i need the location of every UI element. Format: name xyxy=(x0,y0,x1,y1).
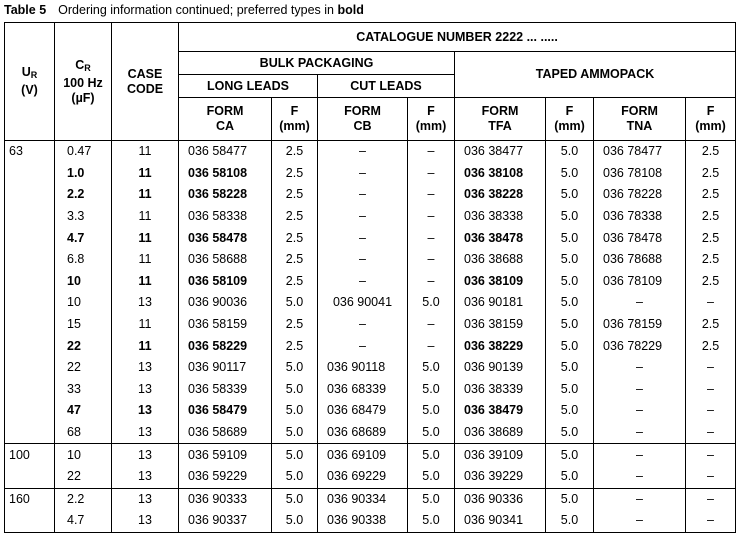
cell-f-ca: 2.5 xyxy=(272,314,318,336)
caption-text: Ordering information continued; preferred types in xyxy=(58,3,338,17)
cell-f-cb: 5.0 xyxy=(408,422,455,444)
cell-form-tna: 036 78229 xyxy=(594,335,686,357)
cell-cr: 10 xyxy=(55,292,112,314)
cell-f-tna: 2.5 xyxy=(686,335,736,357)
cell-f-tfa: 5.0 xyxy=(546,510,594,532)
table-row xyxy=(5,466,736,488)
cell-form-tna: – xyxy=(594,488,686,510)
cell-f-ca: 2.5 xyxy=(272,335,318,357)
cell-form-cb: – xyxy=(318,271,408,293)
cell-f-tna: – xyxy=(686,422,736,444)
ordering-table xyxy=(4,22,736,533)
cell-form-cb: – xyxy=(318,314,408,336)
table-row xyxy=(5,357,736,379)
cell-form-tfa: 036 38338 xyxy=(455,206,546,228)
cell-form-tfa: 036 38108 xyxy=(455,163,546,185)
table-row xyxy=(5,510,736,532)
cell-form-tna: – xyxy=(594,292,686,314)
cell-f-ca: 5.0 xyxy=(272,422,318,444)
cell-form-ca: 036 58338 xyxy=(179,206,272,228)
table-row xyxy=(5,249,736,271)
cell-form-ca: 036 58478 xyxy=(179,227,272,249)
cell-form-ca: 036 58228 xyxy=(179,184,272,206)
cell-ur xyxy=(5,357,55,379)
cell-cr: 22 xyxy=(55,466,112,488)
cell-form-tfa: 036 90341 xyxy=(455,510,546,532)
cell-form-tfa: 036 90181 xyxy=(455,292,546,314)
cell-f-tfa: 5.0 xyxy=(546,444,594,466)
cell-f-ca: 5.0 xyxy=(272,400,318,422)
cell-f-tfa: 5.0 xyxy=(546,163,594,185)
cell-form-cb: 036 90338 xyxy=(318,510,408,532)
table-row xyxy=(5,163,736,185)
cell-f-tna: 2.5 xyxy=(686,184,736,206)
cell-f-tfa: 5.0 xyxy=(546,400,594,422)
cell-ur xyxy=(5,184,55,206)
cell-ur: 160 xyxy=(5,488,55,510)
cell-case: 13 xyxy=(112,488,179,510)
header-form-tna: FORM TNA xyxy=(594,98,686,141)
table-row xyxy=(5,488,736,510)
cell-f-ca: 5.0 xyxy=(272,444,318,466)
cell-f-tna: – xyxy=(686,466,736,488)
cell-f-tfa: 5.0 xyxy=(546,488,594,510)
cell-form-ca: 036 58339 xyxy=(179,379,272,401)
caption-bold-word: bold xyxy=(337,3,364,17)
cell-f-tna: 2.5 xyxy=(686,227,736,249)
cell-cr: 10 xyxy=(55,271,112,293)
table-row xyxy=(5,206,736,228)
header-form-tfa: FORM TFA xyxy=(455,98,546,141)
cell-case: 11 xyxy=(112,184,179,206)
cell-form-tna: 036 78478 xyxy=(594,227,686,249)
cell-f-ca: 5.0 xyxy=(272,357,318,379)
header-catalogue: CATALOGUE NUMBER 2222 ... ..... xyxy=(179,23,736,52)
cell-form-ca: 036 59109 xyxy=(179,444,272,466)
cell-case: 11 xyxy=(112,271,179,293)
cell-form-cb: 036 68689 xyxy=(318,422,408,444)
cell-cr: 2.2 xyxy=(55,184,112,206)
cell-ur xyxy=(5,292,55,314)
header-case-code: CASE CODE xyxy=(112,23,179,141)
cell-ur: 100 xyxy=(5,444,55,466)
cell-ur xyxy=(5,314,55,336)
cell-case: 11 xyxy=(112,141,179,163)
header-f-cb: F (mm) xyxy=(408,98,455,141)
cell-f-cb: 5.0 xyxy=(408,357,455,379)
cell-form-cb: – xyxy=(318,227,408,249)
cell-form-tfa: 036 38477 xyxy=(455,141,546,163)
cell-form-cb: 036 90041 xyxy=(318,292,408,314)
cell-cr: 22 xyxy=(55,357,112,379)
cell-ur xyxy=(5,379,55,401)
cell-case: 11 xyxy=(112,227,179,249)
cell-f-tna: 2.5 xyxy=(686,206,736,228)
cell-f-tfa: 5.0 xyxy=(546,422,594,444)
cell-form-cb: 036 90334 xyxy=(318,488,408,510)
cell-f-ca: 5.0 xyxy=(272,292,318,314)
cell-f-tna: – xyxy=(686,444,736,466)
table-row xyxy=(5,379,736,401)
cell-cr: 10 xyxy=(55,444,112,466)
cell-cr: 2.2 xyxy=(55,488,112,510)
table-row xyxy=(5,314,736,336)
cell-form-tna: 036 78159 xyxy=(594,314,686,336)
cell-f-tna: – xyxy=(686,488,736,510)
cell-form-tfa: 036 38159 xyxy=(455,314,546,336)
cell-f-tna: – xyxy=(686,292,736,314)
cell-form-cb: – xyxy=(318,141,408,163)
table-row xyxy=(5,271,736,293)
cell-form-tna: – xyxy=(594,400,686,422)
header-cut-leads: CUT LEADS xyxy=(318,75,455,98)
cell-f-cb: – xyxy=(408,184,455,206)
cell-form-ca: 036 58109 xyxy=(179,271,272,293)
cell-f-tfa: 5.0 xyxy=(546,335,594,357)
cell-form-tfa: 036 38339 xyxy=(455,379,546,401)
cell-form-ca: 036 58689 xyxy=(179,422,272,444)
cell-form-tfa: 036 38478 xyxy=(455,227,546,249)
table-row xyxy=(5,400,736,422)
cell-f-tna: 2.5 xyxy=(686,314,736,336)
cell-f-ca: 5.0 xyxy=(272,466,318,488)
cell-form-cb: – xyxy=(318,335,408,357)
cell-form-tfa: 036 38229 xyxy=(455,335,546,357)
cell-case: 11 xyxy=(112,249,179,271)
header-long-leads: LONG LEADS xyxy=(179,75,318,98)
cell-case: 11 xyxy=(112,163,179,185)
cell-case: 11 xyxy=(112,314,179,336)
cell-f-cb: – xyxy=(408,314,455,336)
cell-cr: 1.0 xyxy=(55,163,112,185)
header-form-ca: FORM CA xyxy=(179,98,272,141)
cell-form-tna: – xyxy=(594,357,686,379)
cell-f-ca: 2.5 xyxy=(272,206,318,228)
cell-form-tfa: 036 38109 xyxy=(455,271,546,293)
cell-f-cb: – xyxy=(408,227,455,249)
cell-form-tna: 036 78228 xyxy=(594,184,686,206)
cell-form-tna: 036 78477 xyxy=(594,141,686,163)
cell-case: 13 xyxy=(112,400,179,422)
cell-f-tfa: 5.0 xyxy=(546,227,594,249)
cell-cr: 22 xyxy=(55,335,112,357)
cell-f-cb: – xyxy=(408,271,455,293)
cell-cr: 0.47 xyxy=(55,141,112,163)
table-row xyxy=(5,422,736,444)
cell-form-tna: 036 78109 xyxy=(594,271,686,293)
table-row xyxy=(5,184,736,206)
cell-f-ca: 2.5 xyxy=(272,249,318,271)
table-row xyxy=(5,227,736,249)
cell-f-ca: 2.5 xyxy=(272,184,318,206)
cell-f-tna: 2.5 xyxy=(686,271,736,293)
cell-f-tfa: 5.0 xyxy=(546,206,594,228)
cell-form-ca: 036 90337 xyxy=(179,510,272,532)
table-caption xyxy=(4,2,364,18)
cell-form-ca: 036 58688 xyxy=(179,249,272,271)
cell-f-tfa: 5.0 xyxy=(546,141,594,163)
cell-cr: 3.3 xyxy=(55,206,112,228)
cell-form-ca: 036 58159 xyxy=(179,314,272,336)
table-row xyxy=(5,444,736,466)
cell-f-tna: 2.5 xyxy=(686,163,736,185)
header-f-ca: F (mm) xyxy=(272,98,318,141)
cell-f-tfa: 5.0 xyxy=(546,466,594,488)
cell-ur xyxy=(5,206,55,228)
cell-form-tfa: 036 38688 xyxy=(455,249,546,271)
cell-f-cb: – xyxy=(408,206,455,228)
cell-ur xyxy=(5,163,55,185)
cell-form-tna: – xyxy=(594,379,686,401)
cell-case: 13 xyxy=(112,357,179,379)
cell-case: 13 xyxy=(112,422,179,444)
cell-cr: 4.7 xyxy=(55,227,112,249)
cell-f-tna: – xyxy=(686,400,736,422)
cell-form-ca: 036 58477 xyxy=(179,141,272,163)
cell-case: 13 xyxy=(112,510,179,532)
cell-ur xyxy=(5,249,55,271)
cell-case: 13 xyxy=(112,292,179,314)
cell-f-cb: 5.0 xyxy=(408,400,455,422)
header-cr: $C_R$ 100 Hz (µF) xyxy=(55,23,112,141)
cell-form-cb: – xyxy=(318,206,408,228)
cell-cr: 68 xyxy=(55,422,112,444)
cell-form-ca: 036 90036 xyxy=(179,292,272,314)
cell-f-tfa: 5.0 xyxy=(546,184,594,206)
cell-case: 13 xyxy=(112,466,179,488)
cell-f-tfa: 5.0 xyxy=(546,271,594,293)
cell-f-tfa: 5.0 xyxy=(546,249,594,271)
cell-f-ca: 2.5 xyxy=(272,141,318,163)
cell-cr: 6.8 xyxy=(55,249,112,271)
cell-f-ca: 5.0 xyxy=(272,379,318,401)
cell-ur xyxy=(5,400,55,422)
cell-f-cb: 5.0 xyxy=(408,444,455,466)
cell-f-cb: 5.0 xyxy=(408,510,455,532)
cell-f-ca: 5.0 xyxy=(272,488,318,510)
header-f-tna: F (mm) xyxy=(686,98,736,141)
cell-f-tfa: 5.0 xyxy=(546,379,594,401)
header-ur: $U_R$ (V) xyxy=(5,23,55,141)
cell-form-tfa: 036 39229 xyxy=(455,466,546,488)
cell-cr: 4.7 xyxy=(55,510,112,532)
cell-form-ca: 036 58108 xyxy=(179,163,272,185)
cell-form-cb: – xyxy=(318,184,408,206)
cell-f-ca: 5.0 xyxy=(272,510,318,532)
cell-f-tna: 2.5 xyxy=(686,249,736,271)
cell-ur xyxy=(5,466,55,488)
cell-ur xyxy=(5,510,55,532)
cell-ur: 63 xyxy=(5,141,55,163)
cell-form-tfa: 036 38228 xyxy=(455,184,546,206)
cell-ur xyxy=(5,422,55,444)
cell-form-tna: – xyxy=(594,466,686,488)
cell-form-tna: – xyxy=(594,444,686,466)
table-row xyxy=(5,335,736,357)
cell-form-tfa: 036 39109 xyxy=(455,444,546,466)
cell-form-tfa: 036 38689 xyxy=(455,422,546,444)
cell-case: 11 xyxy=(112,206,179,228)
table-row xyxy=(5,292,736,314)
cell-form-tfa: 036 90336 xyxy=(455,488,546,510)
cell-form-tfa: 036 38479 xyxy=(455,400,546,422)
cell-form-tna: 036 78108 xyxy=(594,163,686,185)
cell-form-ca: 036 58229 xyxy=(179,335,272,357)
table-label: Table 5 xyxy=(4,3,47,17)
cell-form-tna: 036 78688 xyxy=(594,249,686,271)
cell-f-cb: 5.0 xyxy=(408,292,455,314)
cell-form-cb: 036 90118 xyxy=(318,357,408,379)
cell-form-tna: – xyxy=(594,510,686,532)
cell-f-tna: 2.5 xyxy=(686,141,736,163)
cell-f-tfa: 5.0 xyxy=(546,292,594,314)
header-form-cb: FORM CB xyxy=(318,98,408,141)
cell-f-ca: 2.5 xyxy=(272,271,318,293)
cell-form-cb: 036 69229 xyxy=(318,466,408,488)
header-taped-ammopack: TAPED AMMOPACK xyxy=(455,52,736,98)
cell-f-cb: 5.0 xyxy=(408,379,455,401)
cell-ur xyxy=(5,227,55,249)
cell-cr: 47 xyxy=(55,400,112,422)
cell-form-ca: 036 59229 xyxy=(179,466,272,488)
cell-f-tfa: 5.0 xyxy=(546,314,594,336)
cell-cr: 15 xyxy=(55,314,112,336)
cell-case: 13 xyxy=(112,444,179,466)
cell-f-tna: – xyxy=(686,510,736,532)
cell-f-cb: 5.0 xyxy=(408,466,455,488)
cell-f-cb: – xyxy=(408,335,455,357)
table-row xyxy=(5,141,736,163)
cell-case: 11 xyxy=(112,335,179,357)
cell-f-cb: 5.0 xyxy=(408,488,455,510)
cell-f-ca: 2.5 xyxy=(272,227,318,249)
cell-form-cb: – xyxy=(318,163,408,185)
header-bulk-packaging: BULK PACKAGING xyxy=(179,52,455,75)
cell-form-ca: 036 90333 xyxy=(179,488,272,510)
cell-case: 13 xyxy=(112,379,179,401)
cell-f-ca: 2.5 xyxy=(272,163,318,185)
cell-form-tna: 036 78338 xyxy=(594,206,686,228)
cell-form-cb: – xyxy=(318,249,408,271)
cell-f-cb: – xyxy=(408,163,455,185)
cell-f-cb: – xyxy=(408,141,455,163)
cell-ur xyxy=(5,271,55,293)
cell-ur xyxy=(5,335,55,357)
header-f-tfa: F (mm) xyxy=(546,98,594,141)
cell-form-tna: – xyxy=(594,422,686,444)
cell-cr: 33 xyxy=(55,379,112,401)
cell-form-cb: 036 68479 xyxy=(318,400,408,422)
cell-form-ca: 036 90117 xyxy=(179,357,272,379)
cell-f-tfa: 5.0 xyxy=(546,357,594,379)
cell-form-tfa: 036 90139 xyxy=(455,357,546,379)
cell-f-tna: – xyxy=(686,357,736,379)
cell-form-cb: 036 69109 xyxy=(318,444,408,466)
cell-form-ca: 036 58479 xyxy=(179,400,272,422)
cell-f-cb: – xyxy=(408,249,455,271)
cell-f-tna: – xyxy=(686,379,736,401)
cell-form-cb: 036 68339 xyxy=(318,379,408,401)
